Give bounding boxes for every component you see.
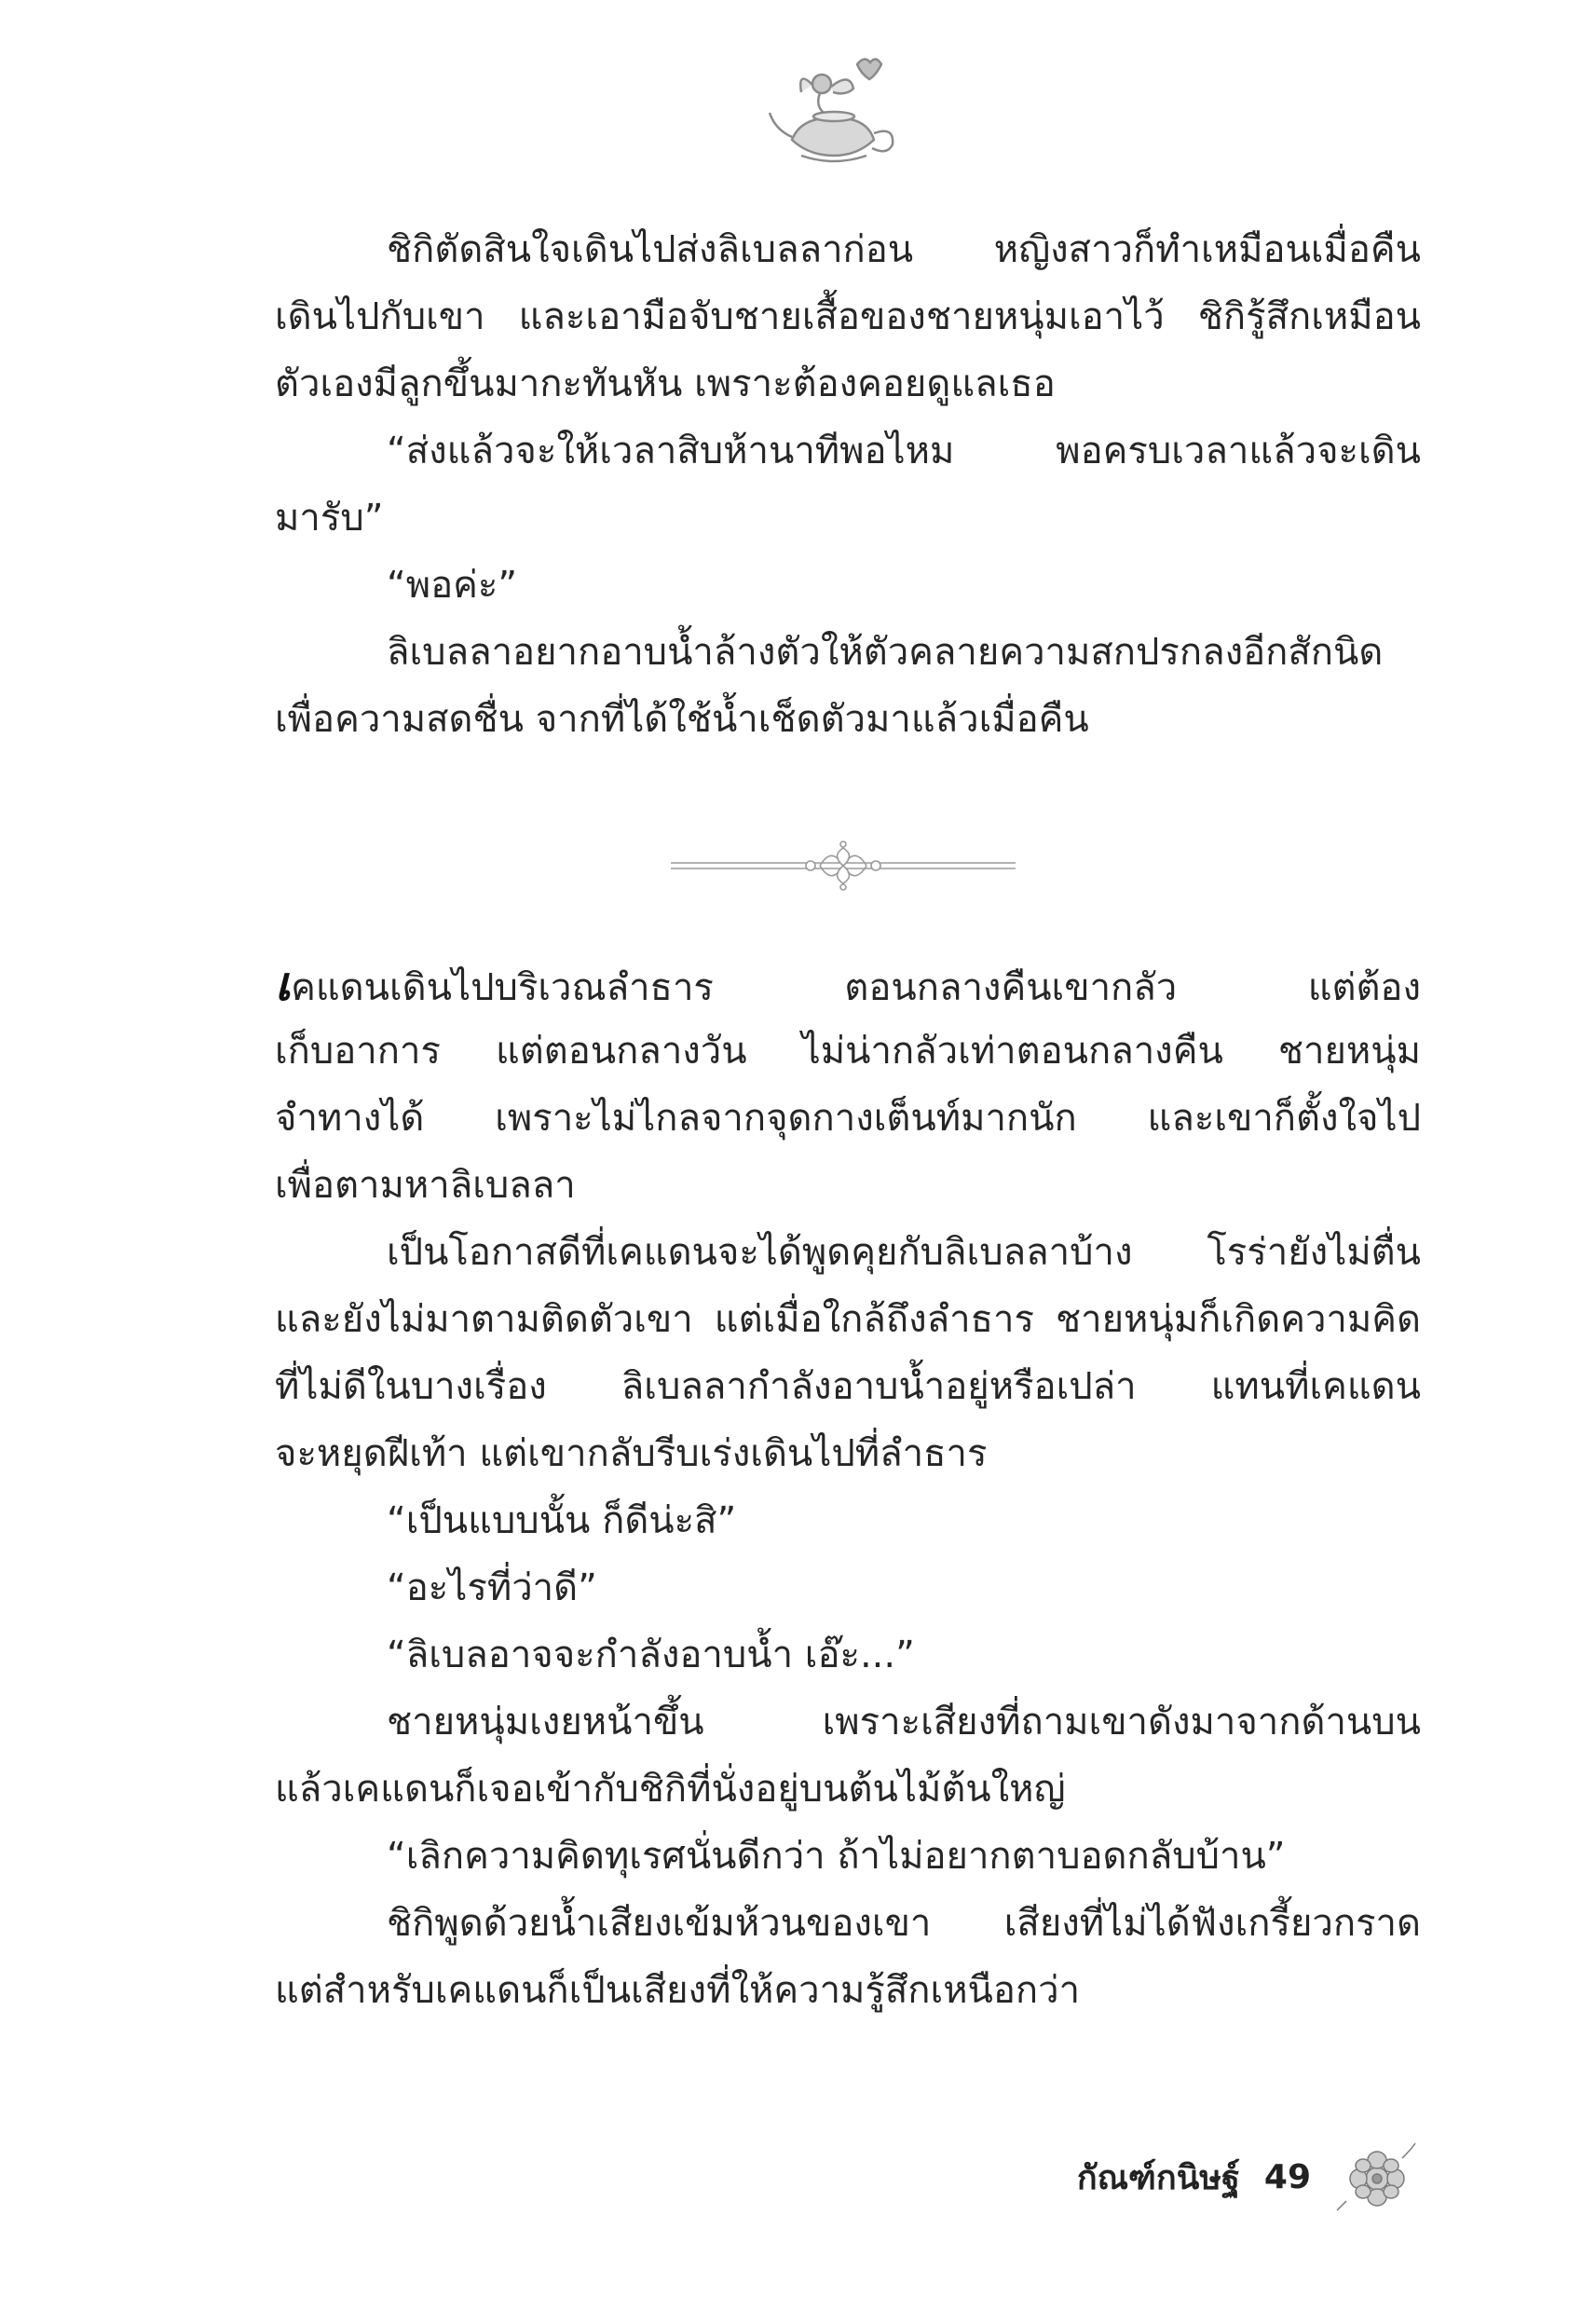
- paragraph-block-2: [275, 950, 1421, 2024]
- text-line: เพื่อความสดชื่น จากที่ได้ใช้น้ำเช็ดตัวมาแล้วเมื่อคืน: [275, 698, 1089, 741]
- text-line: มารับ”: [275, 497, 384, 540]
- text-line: แล้วเคแดนก็เจอเข้ากับชิกิที่นั่งอยู่บนต้นไม้ต้นใหญ่: [275, 1768, 1066, 1811]
- text-line: ที่ไม่ดีในบางเรื่อง ลิเบลลากำลังอาบน้ำอยู่หรือเปล่า แทนที่เคแดน: [275, 1365, 1421, 1408]
- text-line: “เลิกความคิดทุเรศนั่นดีกว่า ถ้าไม่อยากตาบอดกลับบ้าน”: [387, 1835, 1286, 1878]
- text-line: แต่สำหรับเคแดนก็เป็นเสียงที่ให้ความรู้สึกเหนือกว่า: [275, 1969, 1081, 2012]
- text-line: ลิเบลลาอยากอาบน้ำล้างตัวให้ตัวคลายความสกปรกลงอีกสักนิด: [387, 631, 1384, 674]
- page-footer: [1077, 2140, 1419, 2214]
- flower-ornament-icon: [1335, 2140, 1419, 2214]
- text-line: “ลิเบลอาจจะกำลังอาบน้ำ เอ๊ะ...”: [387, 1634, 915, 1676]
- page-number: 49: [1263, 2157, 1311, 2196]
- text-line: “เป็นแบบนั้น ก็ดีน่ะสิ”: [387, 1499, 737, 1542]
- paragraph-block-1: [275, 216, 1421, 753]
- text-line: เป็นโอกาสดีที่เคแดนจะได้พูดคุยกับลิเบลลาบ้าง โรร่ายังไม่ตื่น: [387, 1231, 1421, 1274]
- text-line: เพื่อตามหาลิเบลลา: [275, 1164, 576, 1207]
- drop-cap: เ: [275, 956, 292, 1011]
- text-line: จำทางได้ เพราะไม่ไกลจากจุดกางเต็นท์มากนัก และเขาก็ตั้งใจไป: [275, 1097, 1421, 1140]
- first-line-text: คแดนเดินไปบริเวณลำธาร ตอนกลางคืนเขากลัว แต่ต้อง: [291, 966, 1421, 1009]
- text-line: ชิกิตัดสินใจเดินไปส่งลิเบลลาก่อน หญิงสาวก็ทำเหมือนเมื่อคืน: [387, 228, 1421, 271]
- text-line: “อะไรที่ว่าดี”: [387, 1566, 597, 1609]
- text-line: เดินไปกับเขา และเอามือจับชายเสื้อของชายหนุ่มเอาไว้ ชิกิรู้สึกเหมือน: [275, 295, 1421, 338]
- text-line: จะหยุดฝีเท้า แต่เขากลับรีบเร่งเดินไปที่ลำธาร: [275, 1432, 988, 1475]
- text-line: ชิกิพูดด้วยน้ำเสียงเข้มห้วนของเขา เสียงที่ไม่ได้ฟังเกรี้ยวกราด: [387, 1902, 1421, 1945]
- text-line: เก็บอาการ แต่ตอนกลางวัน ไม่น่ากลัวเท่าตอนกลางคืน ชายหนุ่ม: [275, 1030, 1421, 1073]
- text-line: และยังไม่มาตามติดตัวเขา แต่เมื่อใกล้ถึงลำธาร ชายหนุ่มก็เกิดความคิด: [275, 1298, 1421, 1341]
- book-title: กัณฑ์กนิษฐ์: [1076, 2158, 1240, 2197]
- scroll-divider-ornament-icon: [671, 839, 1016, 895]
- text-line: “พอค่ะ”: [387, 564, 518, 607]
- first-line: [275, 950, 1421, 1018]
- text-line: ตัวเองมีลูกขึ้นมากะทันหัน เพราะต้องคอยดูแลเธอ: [275, 362, 1056, 405]
- text-line: ชายหนุ่มเงยหน้าขึ้น เพราะเสียงที่ถามเขาดังมาจากด้านบน: [387, 1701, 1421, 1744]
- teapot-cupid-ornament-icon: [764, 51, 904, 172]
- text-line: “ส่งแล้วจะให้เวลาสิบห้านาทีพอไหม พอครบเวลาแล้วจะเดิน: [387, 430, 1421, 472]
